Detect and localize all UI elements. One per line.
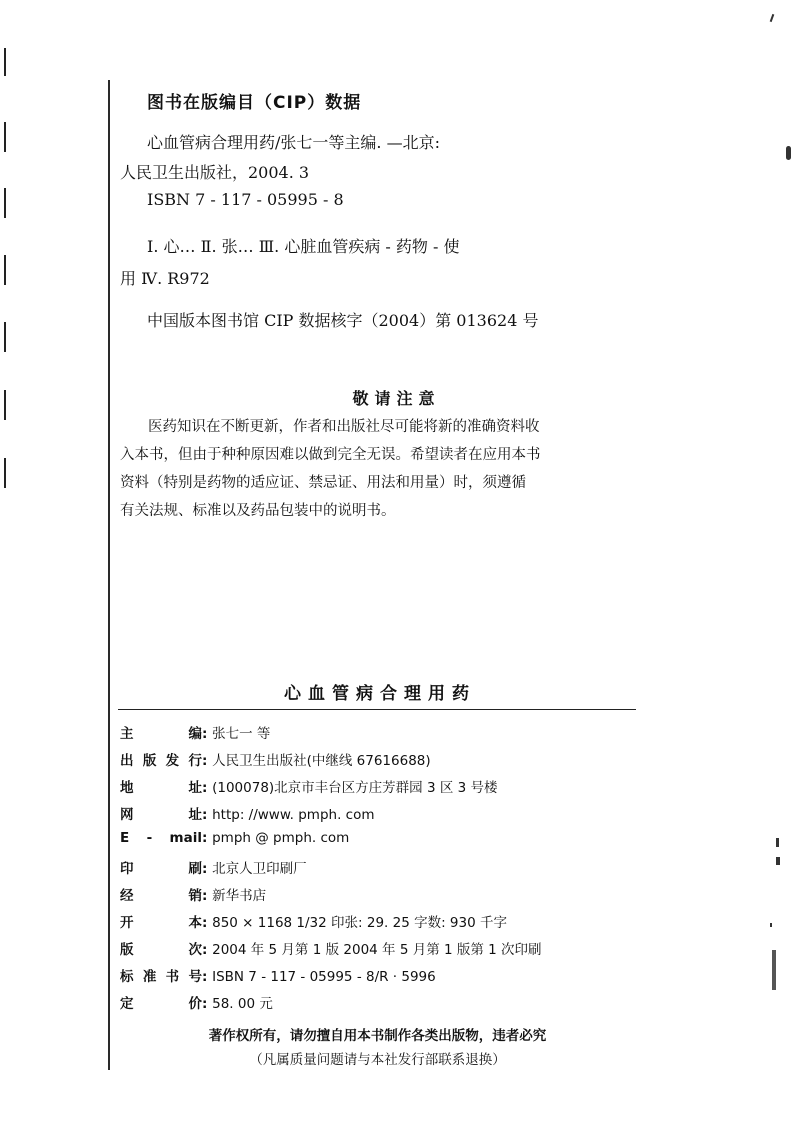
imprint-value: 2004 年 5 月第 1 版 2004 年 5 月第 1 版第 1 次印刷 [212,942,542,958]
scan-margin-mark [4,48,6,76]
cip-line: 心血管病合理用药/张七一等主编. —北京: [147,133,440,152]
scan-margin-mark [4,322,6,352]
page-spine-line [108,80,110,1070]
cip-line: 用 Ⅳ. R972 [120,269,210,288]
imprint-row-edition: 版次: 2004 年 5 月第 1 版 2004 年 5 月第 1 版第 1 次印刷 [120,938,542,958]
imprint-label: 版次 [120,942,202,958]
returns-notice: （凡属质量问题请与本社发行部联系退换） [249,1052,506,1068]
imprint-value: 人民卫生出版社(中继线 67616688) [212,753,431,769]
notice-line: 有关法规、标准以及药品包装中的说明书。 [120,503,396,519]
scan-margin-mark [4,188,6,218]
imprint-label: E - mail [120,830,202,846]
imprint-row-website: 网址: http: //www. pmph. com [120,803,375,823]
imprint-value: http: //www. pmph. com [212,807,375,823]
scan-speck [776,838,779,847]
imprint-value: 850 × 1168 1/32 印张: 29. 25 字数: 930 千字 [212,915,507,931]
imprint-label: 主编 [120,726,202,742]
imprint-value: pmph @ pmph. com [212,830,350,846]
imprint-row-email: E - mail: pmph @ pmph. com [120,830,350,846]
imprint-row-isbn: 标准书号: ISBN 7 - 117 - 05995 - 8/R · 5996 [120,965,436,985]
scan-speck [770,14,775,22]
notice-line: 资料（特别是药物的适应证、禁忌证、用法和用量）时，须遵循 [120,475,526,491]
book-title: 心血管病合理用药 [284,684,476,704]
cip-line: ISBN 7 - 117 - 05995 - 8 [147,190,344,209]
imprint-row-distributor: 经销: 新华书店 [120,884,266,904]
imprint-label: 经销 [120,888,202,904]
cip-heading: 图书在版编目（CIP）数据 [147,93,362,113]
cip-line: 人民卫生出版社，2004. 3 [120,163,310,182]
imprint-value: 张七一 等 [212,726,271,742]
imprint-row-printer: 印刷: 北京人卫印刷厂 [120,857,307,877]
notice-line: 医药知识在不断更新，作者和出版社尽可能将新的准确资料收 [148,419,540,435]
imprint-label: 网址 [120,807,202,823]
scan-margin-mark [4,255,6,285]
copyright-notice: 著作权所有，请勿擅自用本书制作各类出版物，违者必究 [208,1028,547,1044]
cip-line: Ⅰ. 心… Ⅱ. 张… Ⅲ. 心脏血管疾病 - 药物 - 使 [147,237,460,256]
imprint-value: (100078)北京市丰台区方庄芳群园 3 区 3 号楼 [212,780,498,796]
imprint-label: 地址 [120,780,202,796]
scan-margin-mark [4,122,6,152]
imprint-row-price: 定价: 58. 00 元 [120,992,273,1012]
imprint-value: 北京人卫印刷厂 [212,861,307,877]
scan-margin-mark [4,458,6,488]
imprint-label: 定价 [120,996,202,1012]
scan-speck [770,923,772,927]
imprint-label: 标准书号 [120,969,202,985]
imprint-value: 新华书店 [212,888,267,904]
imprint-label: 印刷 [120,861,202,877]
imprint-value: 58. 00 元 [212,996,273,1012]
imprint-row-address: 地址: (100078)北京市丰台区方庄芳群园 3 区 3 号楼 [120,776,498,796]
imprint-label: 开本 [120,915,202,931]
imprint-row-publisher: 出版发行: 人民卫生出版社(中继线 67616688) [120,749,431,769]
notice-title: 敬请注意 [352,389,441,408]
scan-speck [786,146,791,160]
title-rule [118,709,636,710]
imprint-label: 出版发行 [120,753,202,769]
cip-data-number: 中国版本图书馆 CIP 数据核字（2004）第 013624 号 [147,311,539,330]
imprint-row-editor: 主编: 张七一 等 [120,722,270,742]
imprint-value: ISBN 7 - 117 - 05995 - 8/R · 5996 [212,969,436,985]
notice-line: 入本书，但由于种种原因难以做到完全无误。希望读者在应用本书 [120,447,541,463]
scan-speck [776,857,780,865]
scan-speck [772,950,776,990]
imprint-row-format: 开本: 850 × 1168 1/32 印张: 29. 25 字数: 930 千字 [120,911,507,931]
